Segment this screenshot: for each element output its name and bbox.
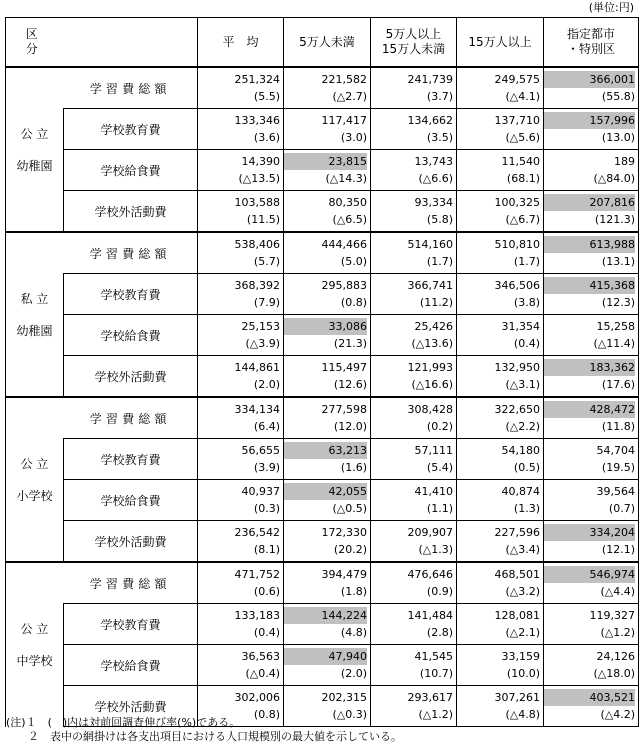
table-row <box>6 356 639 398</box>
value: 57,111 <box>414 444 453 457</box>
max-value: 613,988 <box>543 236 635 253</box>
max-value: 207,816 <box>543 194 635 211</box>
value: 172,330 <box>321 526 367 539</box>
value-cell <box>371 150 457 191</box>
value: 468,501 <box>494 568 540 581</box>
max-value: 366,001 <box>543 71 635 88</box>
growth-rate: (0.6) <box>253 585 280 598</box>
growth-rate: (△1.2) <box>600 626 635 639</box>
value-cell <box>457 645 544 686</box>
value-cell <box>371 562 457 604</box>
value: 251,324 <box>234 73 280 86</box>
value-cell <box>198 232 284 274</box>
value: 133,183 <box>234 609 280 622</box>
max-value: 42,055 <box>283 483 367 500</box>
header-kubun-spacer <box>64 18 198 68</box>
value: 144,861 <box>234 361 280 374</box>
value: 293,617 <box>407 691 453 704</box>
value-cell <box>544 150 639 191</box>
growth-rate: (△4.8) <box>505 708 540 721</box>
value-cell <box>198 521 284 563</box>
value-cell <box>544 356 639 398</box>
note-1: (注)１ ( )内は対前回調査伸び率(%)である。 <box>6 716 241 729</box>
value: 121,993 <box>407 361 453 374</box>
value-cell <box>198 191 284 233</box>
value-cell <box>284 397 371 439</box>
growth-rate: (△84.0) <box>593 172 635 185</box>
growth-rate: (1.3) <box>513 502 540 515</box>
growth-rate: (△2.2) <box>505 420 540 433</box>
growth-rate: (3.7) <box>426 90 453 103</box>
value-cell <box>544 67 639 109</box>
item-label-total: 学習費総額 <box>64 67 198 109</box>
value: 366,741 <box>407 279 453 292</box>
value-cell <box>544 480 639 521</box>
item-label-total: 学習費総額 <box>64 397 198 439</box>
school-type-level: 幼稚園 <box>16 158 53 173</box>
value-cell <box>371 356 457 398</box>
value-cell <box>457 67 544 109</box>
value: 471,752 <box>234 568 280 581</box>
max-value: 183,362 <box>543 359 635 376</box>
growth-rate: (△13.5) <box>238 172 280 185</box>
value-cell <box>198 356 284 398</box>
max-value: 428,472 <box>543 401 635 418</box>
growth-rate: (21.3) <box>333 337 367 350</box>
value: 41,410 <box>414 485 453 498</box>
value: 444,466 <box>321 238 367 251</box>
value-cell <box>457 274 544 315</box>
value-cell <box>371 397 457 439</box>
growth-rate: (△0.4) <box>245 667 280 680</box>
value-cell <box>544 645 639 686</box>
value-cell <box>371 191 457 233</box>
growth-rate: (4.8) <box>340 626 367 639</box>
growth-rate: (△2.7) <box>332 90 367 103</box>
school-type-cell <box>6 67 64 232</box>
table-row <box>6 274 639 315</box>
growth-rate: (0.4) <box>253 626 280 639</box>
growth-rate: (10.7) <box>419 667 453 680</box>
growth-rate: (△16.6) <box>411 378 453 391</box>
growth-rate: (△4.4) <box>600 585 635 598</box>
value-cell <box>371 315 457 356</box>
value: 241,739 <box>407 73 453 86</box>
growth-rate: (△6.5) <box>332 213 367 226</box>
value-cell <box>457 150 544 191</box>
school-type-level: 幼稚園 <box>16 323 53 338</box>
growth-rate: (13.1) <box>601 255 635 268</box>
value-cell <box>457 397 544 439</box>
growth-rate: (0.3) <box>253 502 280 515</box>
growth-rate: (△3.9) <box>245 337 280 350</box>
growth-rate: (0.5) <box>513 461 540 474</box>
value-cell <box>544 191 639 233</box>
value-cell <box>457 439 544 480</box>
value: 249,575 <box>494 73 540 86</box>
value-cell <box>284 67 371 109</box>
growth-rate: (△3.4) <box>505 543 540 556</box>
value: 476,646 <box>407 568 453 581</box>
growth-rate: (7.9) <box>253 296 280 309</box>
max-value: 63,213 <box>283 442 367 459</box>
value: 236,542 <box>234 526 280 539</box>
value: 93,334 <box>414 196 453 209</box>
value: 295,883 <box>321 279 367 292</box>
value-cell <box>284 191 371 233</box>
growth-rate: (13.0) <box>601 131 635 144</box>
max-value: 33,086 <box>283 318 367 335</box>
value: 54,704 <box>596 444 635 457</box>
value: 134,662 <box>407 114 453 127</box>
value-cell <box>284 645 371 686</box>
growth-rate: (△2.1) <box>505 626 540 639</box>
value-cell <box>457 315 544 356</box>
growth-rate: (1.7) <box>426 255 453 268</box>
item-label: 学校外活動費 <box>64 521 198 563</box>
growth-rate: (12.1) <box>601 543 635 556</box>
value: 115,497 <box>321 361 367 374</box>
growth-rate: (△14.3) <box>325 172 367 185</box>
school-type-ownership: 公 立 <box>20 621 49 636</box>
value-cell <box>371 109 457 150</box>
value-cell <box>371 480 457 521</box>
growth-rate: (1.8) <box>340 585 367 598</box>
value-cell <box>544 397 639 439</box>
value: 119,327 <box>589 609 635 622</box>
value-cell <box>284 232 371 274</box>
value-cell <box>371 232 457 274</box>
value: 141,484 <box>407 609 453 622</box>
table-row <box>6 109 639 150</box>
item-label: 学校給食費 <box>64 645 198 686</box>
growth-rate: (2.0) <box>253 378 280 391</box>
value-cell <box>284 150 371 191</box>
value: 103,588 <box>234 196 280 209</box>
value-cell <box>198 274 284 315</box>
value-cell <box>544 274 639 315</box>
growth-rate: (3.6) <box>253 131 280 144</box>
value: 33,159 <box>501 650 540 663</box>
value: 39,564 <box>596 485 635 498</box>
growth-rate: (△1.3) <box>418 543 453 556</box>
growth-rate: (0.2) <box>426 420 453 433</box>
value: 209,907 <box>407 526 453 539</box>
value-cell <box>198 480 284 521</box>
header-col-50k-150k: 5万人以上 15万人未満 <box>371 18 457 68</box>
header-col-designated-city: 指定都市 ・特別区 <box>544 18 639 68</box>
value-cell <box>544 109 639 150</box>
growth-rate: (5.4) <box>426 461 453 474</box>
header-row <box>6 18 639 68</box>
growth-rate: (2.0) <box>340 667 367 680</box>
growth-rate: (11.5) <box>246 213 280 226</box>
value-cell <box>371 604 457 645</box>
value: 80,350 <box>328 196 367 209</box>
value-cell <box>457 604 544 645</box>
value: 510,810 <box>494 238 540 251</box>
table-row <box>6 150 639 191</box>
table-row <box>6 315 639 356</box>
note-2: ２ 表中の網掛けは各支出項目における人口規模別の最大値を示している。 <box>6 730 402 743</box>
growth-rate: (1.1) <box>426 502 453 515</box>
value: 277,598 <box>321 403 367 416</box>
value-cell <box>544 562 639 604</box>
value: 514,160 <box>407 238 453 251</box>
value-cell <box>457 109 544 150</box>
table-row <box>6 480 639 521</box>
value: 25,426 <box>414 320 453 333</box>
item-label: 学校給食費 <box>64 315 198 356</box>
value: 308,428 <box>407 403 453 416</box>
value: 227,596 <box>494 526 540 539</box>
value-cell <box>457 686 544 727</box>
value: 128,081 <box>494 609 540 622</box>
value: 100,325 <box>494 196 540 209</box>
value: 334,134 <box>234 403 280 416</box>
value-cell <box>544 604 639 645</box>
value-cell <box>371 67 457 109</box>
value-cell <box>198 604 284 645</box>
value-cell <box>284 604 371 645</box>
growth-rate: (△4.2) <box>600 708 635 721</box>
value-cell <box>457 356 544 398</box>
value: 54,180 <box>501 444 540 457</box>
item-label-total: 学習費総額 <box>64 232 198 274</box>
item-label: 学校外活動費 <box>64 356 198 398</box>
value-cell <box>284 109 371 150</box>
school-type-ownership: 公 立 <box>20 126 49 141</box>
item-label: 学校外活動費 <box>64 191 198 233</box>
item-label: 学校教育費 <box>64 604 198 645</box>
school-type-ownership: 私 立 <box>20 291 49 306</box>
value-cell <box>457 521 544 563</box>
table-row <box>6 232 639 274</box>
item-label: 学校教育費 <box>64 439 198 480</box>
value-cell <box>457 562 544 604</box>
school-type-level: 小学校 <box>16 488 53 503</box>
value-cell <box>198 562 284 604</box>
growth-rate: (△0.3) <box>332 708 367 721</box>
growth-rate: (12.0) <box>333 420 367 433</box>
value: 346,506 <box>494 279 540 292</box>
growth-rate: (△6.6) <box>418 172 453 185</box>
growth-rate: (5.5) <box>253 90 280 103</box>
value-cell <box>198 109 284 150</box>
value-cell <box>198 315 284 356</box>
value: 137,710 <box>494 114 540 127</box>
value: 202,315 <box>321 691 367 704</box>
growth-rate: (20.2) <box>333 543 367 556</box>
table-row <box>6 67 639 109</box>
item-label: 学校教育費 <box>64 109 198 150</box>
value: 56,655 <box>241 444 280 457</box>
expense-table <box>5 17 639 727</box>
value-cell <box>457 191 544 233</box>
value: 15,258 <box>596 320 635 333</box>
max-value: 546,974 <box>543 566 635 583</box>
growth-rate: (68.1) <box>506 172 540 185</box>
max-value: 415,368 <box>543 277 635 294</box>
growth-rate: (10.0) <box>506 667 540 680</box>
value: 368,392 <box>234 279 280 292</box>
value: 322,650 <box>494 403 540 416</box>
growth-rate: (0.8) <box>340 296 367 309</box>
value: 41,545 <box>414 650 453 663</box>
value-cell <box>284 521 371 563</box>
max-value: 47,940 <box>283 648 367 665</box>
header-kubun: 区 分 <box>6 18 64 68</box>
value-cell <box>284 315 371 356</box>
max-value: 23,815 <box>283 153 367 170</box>
header-col-over-150k: 15万人以上 <box>457 18 544 68</box>
value: 132,950 <box>494 361 540 374</box>
table-row <box>6 521 639 563</box>
table-row <box>6 604 639 645</box>
growth-rate: (3.5) <box>426 131 453 144</box>
growth-rate: (△18.0) <box>593 667 635 680</box>
value-cell <box>371 521 457 563</box>
value: 302,006 <box>234 691 280 704</box>
value-cell <box>371 439 457 480</box>
value: 394,479 <box>321 568 367 581</box>
growth-rate: (△4.1) <box>505 90 540 103</box>
growth-rate: (1.7) <box>513 255 540 268</box>
growth-rate: (3.8) <box>513 296 540 309</box>
max-value: 334,204 <box>543 524 635 541</box>
school-type-cell <box>6 562 64 727</box>
growth-rate: (△3.1) <box>505 378 540 391</box>
value: 189 <box>614 155 635 168</box>
value-cell <box>371 645 457 686</box>
value: 25,153 <box>241 320 280 333</box>
unit-label: (単位:円) <box>588 1 634 14</box>
value-cell <box>544 439 639 480</box>
growth-rate: (△1.2) <box>418 708 453 721</box>
header-col-average: 平 均 <box>198 18 284 68</box>
growth-rate: (0.4) <box>513 337 540 350</box>
growth-rate: (55.8) <box>601 90 635 103</box>
item-label: 学校外活動費 <box>64 686 198 727</box>
table-row <box>6 439 639 480</box>
table-row <box>6 191 639 233</box>
value: 40,874 <box>501 485 540 498</box>
value-cell <box>284 274 371 315</box>
growth-rate: (△5.6) <box>505 131 540 144</box>
value-cell <box>544 232 639 274</box>
value: 117,417 <box>321 114 367 127</box>
growth-rate: (△6.7) <box>505 213 540 226</box>
item-label: 学校教育費 <box>64 274 198 315</box>
value: 40,937 <box>241 485 280 498</box>
max-value: 403,521 <box>543 689 635 706</box>
growth-rate: (19.5) <box>601 461 635 474</box>
value-cell <box>371 274 457 315</box>
growth-rate: (3.0) <box>340 131 367 144</box>
growth-rate: (3.9) <box>253 461 280 474</box>
value-cell <box>544 315 639 356</box>
growth-rate: (121.3) <box>594 213 635 226</box>
school-type-ownership: 公 立 <box>20 456 49 471</box>
growth-rate: (11.2) <box>419 296 453 309</box>
value-cell <box>198 439 284 480</box>
table-row <box>6 562 639 604</box>
value-cell <box>198 645 284 686</box>
value-cell <box>198 67 284 109</box>
value-cell <box>457 232 544 274</box>
growth-rate: (2.8) <box>426 626 453 639</box>
value: 221,582 <box>321 73 367 86</box>
value-cell <box>284 439 371 480</box>
table-row <box>6 645 639 686</box>
growth-rate: (△0.5) <box>332 502 367 515</box>
value-cell <box>457 480 544 521</box>
value: 14,390 <box>241 155 280 168</box>
growth-rate: (△11.4) <box>593 337 635 350</box>
value-cell <box>198 397 284 439</box>
growth-rate: (6.4) <box>253 420 280 433</box>
growth-rate: (△3.2) <box>505 585 540 598</box>
growth-rate: (11.8) <box>601 420 635 433</box>
growth-rate: (0.7) <box>608 502 635 515</box>
value-cell <box>544 521 639 563</box>
growth-rate: (0.9) <box>426 585 453 598</box>
item-label-total: 学習費総額 <box>64 562 198 604</box>
notes <box>6 716 402 744</box>
value-cell <box>284 562 371 604</box>
school-type-cell <box>6 397 64 562</box>
value: 24,126 <box>596 650 635 663</box>
value: 31,354 <box>501 320 540 333</box>
header-col-under-50k: 5万人未満 <box>284 18 371 68</box>
max-value: 157,996 <box>543 112 635 129</box>
growth-rate: (17.6) <box>601 378 635 391</box>
value-cell <box>284 356 371 398</box>
growth-rate: (8.1) <box>253 543 280 556</box>
table-row <box>6 397 639 439</box>
growth-rate: (0.8) <box>253 708 280 721</box>
growth-rate: (5.7) <box>253 255 280 268</box>
value: 307,261 <box>494 691 540 704</box>
max-value: 144,224 <box>283 607 367 624</box>
item-label: 学校給食費 <box>64 480 198 521</box>
value-cell <box>198 150 284 191</box>
value: 538,406 <box>234 238 280 251</box>
value: 133,346 <box>234 114 280 127</box>
school-type-level: 中学校 <box>16 653 53 668</box>
growth-rate: (12.6) <box>333 378 367 391</box>
growth-rate: (5.8) <box>426 213 453 226</box>
growth-rate: (△13.6) <box>411 337 453 350</box>
item-label: 学校給食費 <box>64 150 198 191</box>
value: 36,563 <box>241 650 280 663</box>
growth-rate: (12.3) <box>601 296 635 309</box>
growth-rate: (1.6) <box>340 461 367 474</box>
growth-rate: (5.0) <box>340 255 367 268</box>
value: 11,540 <box>501 155 540 168</box>
school-type-cell <box>6 232 64 397</box>
value-cell <box>544 686 639 727</box>
value-cell <box>284 480 371 521</box>
value: 13,743 <box>414 155 453 168</box>
